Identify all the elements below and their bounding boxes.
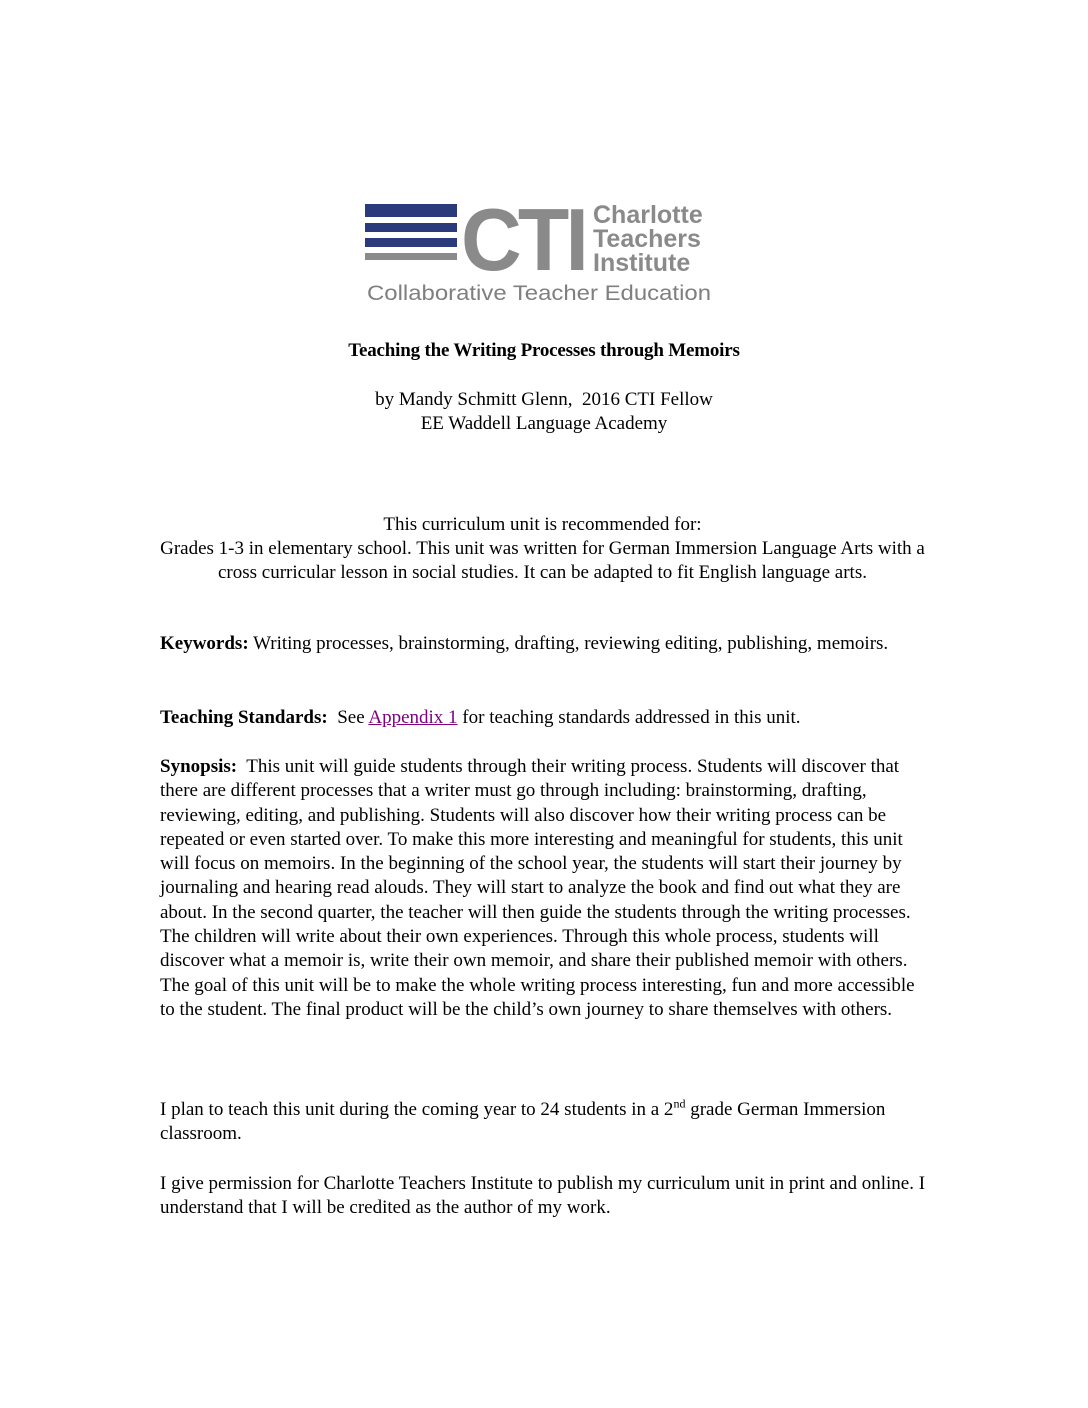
logo-stripe-2 [365, 223, 457, 232]
plan-text-end: grade German Immersion classroom. [160, 1099, 886, 1145]
standards-post: for teaching standards addressed in this unit. [457, 707, 801, 728]
school-line: EE Waddell Language Academy [420, 413, 668, 434]
synopsis-text: This unit will guide students through their writing process. Students will discover that there are different processes that a writer must go through including: brainstorming, drafting, reviewing, editing, and publishing. Students will also discover how their writing process can be repeated or even started over. To make this more interesting and meaningful for students, this unit will focus on memoirs. In the beginning of the school year, the students will start their journey by journaling and hearing read alouds. They will start to analyze the book and find out what they are about. In the second quarter, the teacher will then guide the students through the writing processes. The children will write about their own experiences. Through this whole process, students will discover what a memoir is, write their own memoir, and share their published memoir with others. The goal of this unit will be to make the whole writing process interesting, fun and more accessible to the student. The final product will be the child’s own journey to share themselves with others. [160, 756, 920, 1020]
standards-label: Teaching Standards: [160, 707, 328, 728]
cti-logo-graphic [365, 198, 725, 308]
keywords-paragraph [160, 632, 930, 656]
plan-text-start: I plan to teach this unit during the coming year to 24 students in a 2 [160, 1099, 674, 1120]
keywords-text: Writing processes, brainstorming, drafting, reviewing editing, publishing, memoirs. [248, 633, 889, 654]
plan-ordinal-suffix: nd [673, 1096, 686, 1111]
synopsis-label: Synopsis: [160, 756, 238, 777]
permission-paragraph: I give permission for Charlotte Teachers Institute to publish my curriculum unit in print and online. I understand that I will be credited as the author of my work. [160, 1173, 926, 1219]
logo-name-line-2: Teachers [593, 225, 701, 253]
cti-logo [365, 198, 725, 308]
synopsis-paragraph [160, 755, 930, 1022]
logo-stripe-3 [365, 238, 457, 247]
appendix-link[interactable]: Appendix 1 [368, 707, 458, 728]
logo-wordmark: CTI [461, 198, 585, 289]
keywords-label: Keywords: [160, 633, 249, 654]
logo-name-line-1: Charlotte [593, 201, 703, 229]
recommend-body: Grades 1-3 in elementary school. This unit was written for German Immersion Language Arts with a cross curricular lesson in social studies. It can be adapted to fit English language arts. [160, 538, 925, 583]
author-line: by Mandy Schmitt Glenn, 2016 CTI Fellow [375, 389, 713, 410]
logo-stripe-4 [365, 253, 457, 260]
recommendation-block [155, 513, 930, 585]
plan-paragraph [160, 1098, 930, 1147]
standards-pre: See [327, 707, 369, 728]
recommend-intro: This curriculum unit is recommended for: [383, 514, 702, 535]
byline [0, 388, 1088, 436]
document-title: Teaching the Writing Processes through Memoirs [348, 340, 740, 361]
standards-paragraph [160, 706, 930, 730]
logo-tagline: Collaborative Teacher Education [367, 282, 711, 305]
logo-stripe-1 [365, 204, 457, 217]
logo-name-line-3: Institute [593, 249, 691, 277]
